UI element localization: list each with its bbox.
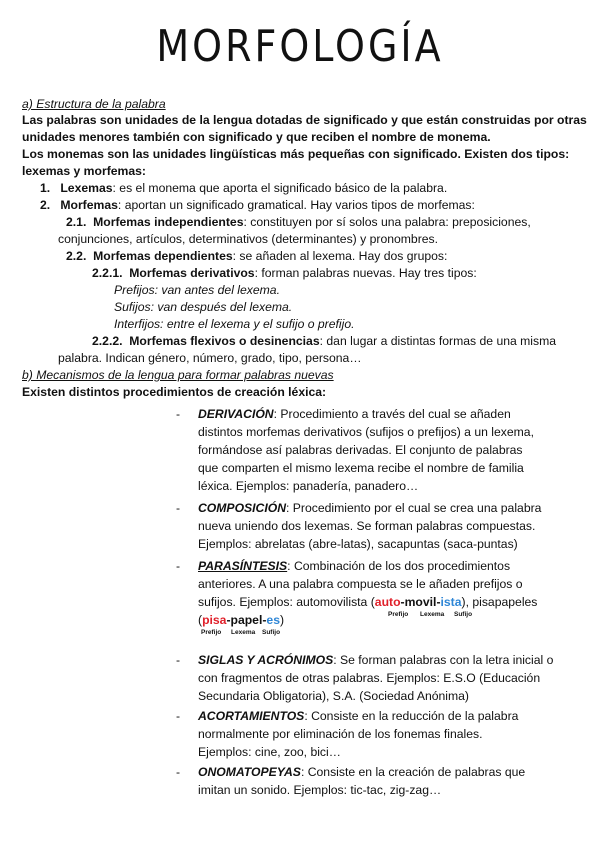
example-separator: - — [436, 595, 441, 609]
bullet-dash: - — [176, 501, 181, 515]
parasintesis-line-1 — [198, 558, 510, 575]
derivacion-text: : Procedimiento a través del cual se añaden — [273, 407, 511, 421]
list-item — [66, 248, 447, 265]
section-b-heading: b) Mecanismos de la lengua para formar palabras nuevas — [22, 368, 334, 382]
item-number: 2.1. — [66, 215, 87, 229]
intro-line-2: unidades menores también con significado y que reciben el nombre de monema. — [22, 130, 491, 144]
list-item — [40, 180, 447, 197]
example-prefix: pisa — [202, 613, 227, 627]
label-sufijo: Sufijo — [454, 611, 473, 618]
siglas-line-3: Secundaria Obligatoria), S.A. (Sociedad Anónima) — [198, 689, 469, 703]
label-sufijo: Sufijo — [262, 629, 281, 636]
onomatopeyas-line-1 — [198, 764, 525, 781]
siglas-line-1 — [198, 652, 553, 669]
onomatopeyas-line-2: imitan un sonido. Ejemplos: tic-tac, zig-zag… — [198, 783, 442, 797]
label-lexema: Lexema — [231, 629, 256, 636]
item-text: : es el monema que aporta el significado básico de la palabra. — [112, 181, 448, 195]
composicion-text: : Procedimiento por el cual se crea una palabra — [286, 501, 542, 515]
acortamientos-line-2: normalmente por eliminación de los fonemas finales. — [198, 727, 483, 741]
list-item — [92, 333, 556, 350]
section-b-intro: Existen distintos procedimientos de creación léxica: — [22, 385, 327, 399]
bullet-dash: - — [176, 765, 181, 779]
term-parasintesis: PARASÍNTESIS — [198, 559, 288, 573]
bullet-dash: - — [176, 407, 181, 421]
item-number: 2.2.2. — [92, 334, 123, 348]
bullet-dash: - — [176, 653, 181, 667]
example-separator: - — [226, 613, 231, 627]
acortamientos-line-1 — [198, 708, 518, 725]
example-prefix: auto — [374, 595, 401, 609]
item-number: 2.2.1. — [92, 266, 123, 280]
term-dependientes: Morfemas dependientes — [93, 249, 233, 263]
term-derivativos: Morfemas derivativos — [129, 266, 255, 280]
item-text: : se añaden al lexema. Hay dos grupos: — [232, 249, 448, 263]
derivacion-line-4: que comparten el mismo lexema recibe el nombre de familia — [198, 461, 524, 475]
example-suffix: ista — [440, 595, 462, 609]
example-lexeme: movil — [404, 595, 437, 609]
intro-line-1: Las palabras son unidades de la lengua dotadas de significado y que están construidas por otras — [22, 113, 587, 127]
derivacion-line-3: formándose así palabras derivadas. El conjunto de palabras — [198, 443, 523, 457]
derivacion-line-2: distintos morfemas derivativos (sufijos o prefijos) a un lexema, — [198, 425, 534, 439]
term-acortamientos: ACORTAMIENTOS — [198, 709, 305, 723]
item-text-continued: conjunciones, artículos, determinativos (determinantes) y pronombres. — [58, 232, 439, 246]
term-morfemas: Morfemas — [60, 198, 118, 212]
intro-line-3: Los monemas son las unidades lingüísticas más pequeñas con significado. Existen dos tipos: — [22, 147, 570, 161]
item-text: : dan lugar a distintas formas de una misma — [319, 334, 557, 348]
composicion-line-3: Ejemplos: abrelatas (abre-latas), sacapuntas (saca-puntas) — [198, 537, 518, 551]
bullet-dash: - — [176, 709, 181, 723]
section-a-heading: a) Estructura de la palabra — [22, 97, 166, 111]
label-prefijo: Prefijo — [201, 629, 222, 636]
example-paren: ) — [279, 613, 285, 627]
prefijos-line: Prefijos: van antes del lexema. — [114, 283, 280, 297]
item-number: 2. — [40, 198, 51, 212]
example-separator: - — [400, 595, 405, 609]
example-suffix: es — [266, 613, 280, 627]
parasintesis-text: sufijos. Ejemplos: automovilista ( — [198, 595, 375, 609]
parasintesis-text: ), pisapapeles — [461, 595, 538, 609]
intro-line-4: lexemas y morfemas: — [22, 164, 146, 178]
term-independientes: Morfemas independientes — [93, 215, 244, 229]
parasintesis-line-2: anteriores. A una palabra compuesta se le añaden prefijos o — [198, 577, 523, 591]
term-siglas: SIGLAS Y ACRÓNIMOS — [198, 653, 334, 667]
example-lexeme: papel — [230, 613, 263, 627]
list-item — [92, 265, 477, 282]
term-onomatopeyas: ONOMATOPEYAS — [198, 765, 301, 779]
siglas-text: : Se forman palabras con la letra inicial o — [333, 653, 554, 667]
parasintesis-line-4 — [198, 612, 284, 629]
composicion-line-2: nueva uniendo dos lexemas. Se forman palabras compuestas. — [198, 519, 536, 533]
example-separator: - — [262, 613, 267, 627]
acortamientos-text: : Consiste en la reducción de la palabra — [304, 709, 519, 723]
parasintesis-text: : Combinación de los dos procedimientos — [287, 559, 511, 573]
item-text-continued: palabra. Indican género, número, grado, tipo, persona… — [58, 351, 362, 365]
siglas-line-2: con fragmentos de otras palabras. Ejemplos: E.S.O (Educación — [198, 671, 541, 685]
term-derivacion: DERIVACIÓN — [198, 407, 274, 421]
label-lexema: Lexema — [420, 611, 445, 618]
term-lexemas: Lexemas — [60, 181, 113, 195]
item-text: : forman palabras nuevas. Hay tres tipos: — [254, 266, 477, 280]
parasintesis-line-3 — [198, 594, 537, 611]
acortamientos-line-3: Ejemplos: cine, zoo, bici… — [198, 745, 341, 759]
label-prefijo: Prefijo — [388, 611, 409, 618]
term-composicion: COMPOSICIÓN — [198, 501, 287, 515]
derivacion-line-5: léxica. Ejemplos: panadería, panadero… — [198, 479, 419, 493]
term-flexivos: Morfemas flexivos o desinencias — [129, 334, 320, 348]
item-text: : constituyen por sí solos una palabra: preposiciones, — [243, 215, 531, 229]
derivacion-line-1 — [198, 406, 511, 423]
page-title: MORFOLOGÍA — [156, 20, 444, 72]
list-item — [66, 214, 531, 231]
onomatopeyas-text: : Consiste en la creación de palabras que — [300, 765, 526, 779]
list-item — [40, 197, 475, 214]
bullet-dash: - — [176, 559, 181, 573]
item-number: 1. — [40, 181, 51, 195]
example-paren: ( — [198, 613, 203, 627]
interfijos-line: Interfijos: entre el lexema y el sufijo o prefijo. — [114, 317, 355, 331]
composicion-line-1 — [198, 500, 541, 517]
sufijos-line: Sufijos: van después del lexema. — [114, 300, 293, 314]
item-text: : aportan un significado gramatical. Hay varios tipos de morfemas: — [117, 198, 475, 212]
item-number: 2.2. — [66, 249, 87, 263]
